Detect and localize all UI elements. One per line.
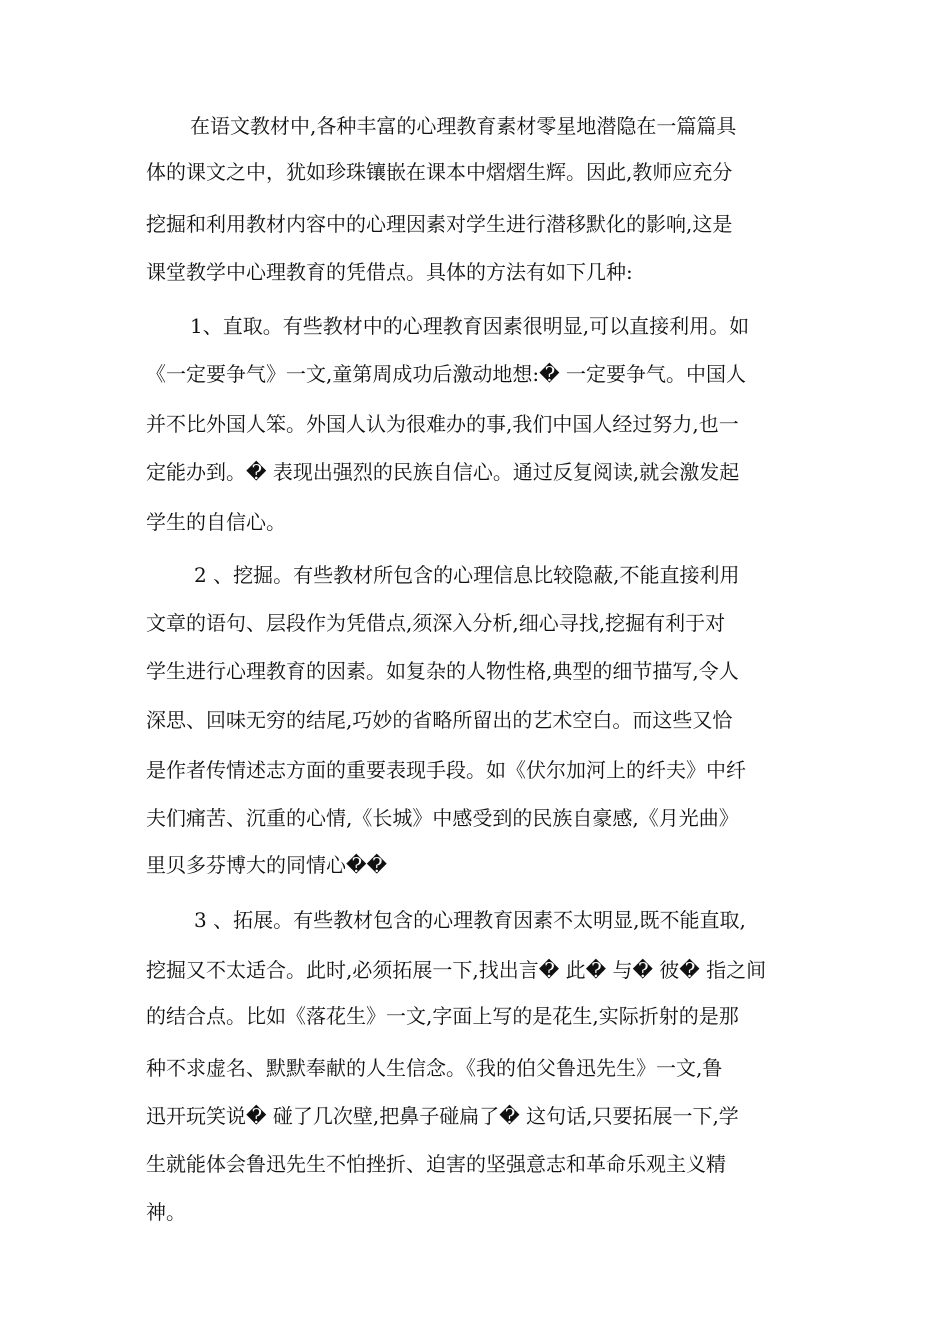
text-line: 挖掘和利用教材内容中的心理因素对学生进行潜移默化的影响,这是 [146,212,733,236]
text-line: 《一定要争气》一文,童第周成功后激动地想:� 一定要争气。中国人 [146,362,746,386]
text-line: 1、直取。有些教材中的心理教育因素很明显,可以直接利用。如 [190,314,750,338]
text-line: 神。 [146,1200,186,1224]
text-line: 种不求虚名、默默奉献的人生信念。《我的伯父鲁迅先生》一文,鲁 [146,1056,723,1080]
text-line: 体的课文之中，犹如珍珠镶嵌在课本中熠熠生辉。因此,教师应充分 [146,160,733,184]
text-line: 挖掘又不太适合。此时,必须拓展一下,找出言� 此� 与� 彼� 指之间 [146,958,767,982]
text-line: 3 、拓展。有些教材包含的心理教育因素不太明显,既不能直取, [194,908,746,932]
text-line: 2 、挖掘。有些教材所包含的心理信息比较隐蔽,不能直接利用 [194,563,740,587]
text-line: 文章的语句、层段作为凭借点,须深入分析,细心寻找,挖掘有利于对 [146,611,726,635]
text-line: 在语文教材中,各种丰富的心理教育素材零星地潜隐在一篇篇具 [190,114,737,138]
text-line: 里贝多芬博大的同情心�� [146,853,388,877]
text-line: 课堂教学中心理教育的凭借点。具体的方法有如下几种: [146,260,633,284]
text-line: 夫们痛苦、沉重的心情,《长城》中感受到的民族自豪感,《月光曲》 [146,806,739,830]
text-line: 生就能体会鲁迅先生不怕挫折、迫害的坚强意志和革命乐观主义精 [146,1152,726,1176]
text-line: 定能办到。� 表现出强烈的民族自信心。通过反复阅读,就会激发起 [146,460,740,484]
text-line: 是作者传情述志方面的重要表现手段。如《伏尔加河上的纤夫》中纤 [146,758,746,782]
text-line: 的结合点。比如《落花生》一文,字面上写的是花生,实际折射的是那 [146,1004,739,1028]
text-line: 迅开玩笑说� 碰了几次壁,把鼻子碰扁了� 这句话,只要拓展一下,学 [146,1104,739,1128]
text-line: 深思、回味无穷的结尾,巧妙的省略所留出的艺术空白。而这些又恰 [146,708,733,732]
text-line: 学生进行心理教育的因素。如复杂的人物性格,典型的细节描写,令人 [146,659,739,683]
text-line: 学生的自信心。 [146,510,286,534]
text-line: 并不比外国人笨。外国人认为很难办的事,我们中国人经过努力,也一 [146,412,739,436]
